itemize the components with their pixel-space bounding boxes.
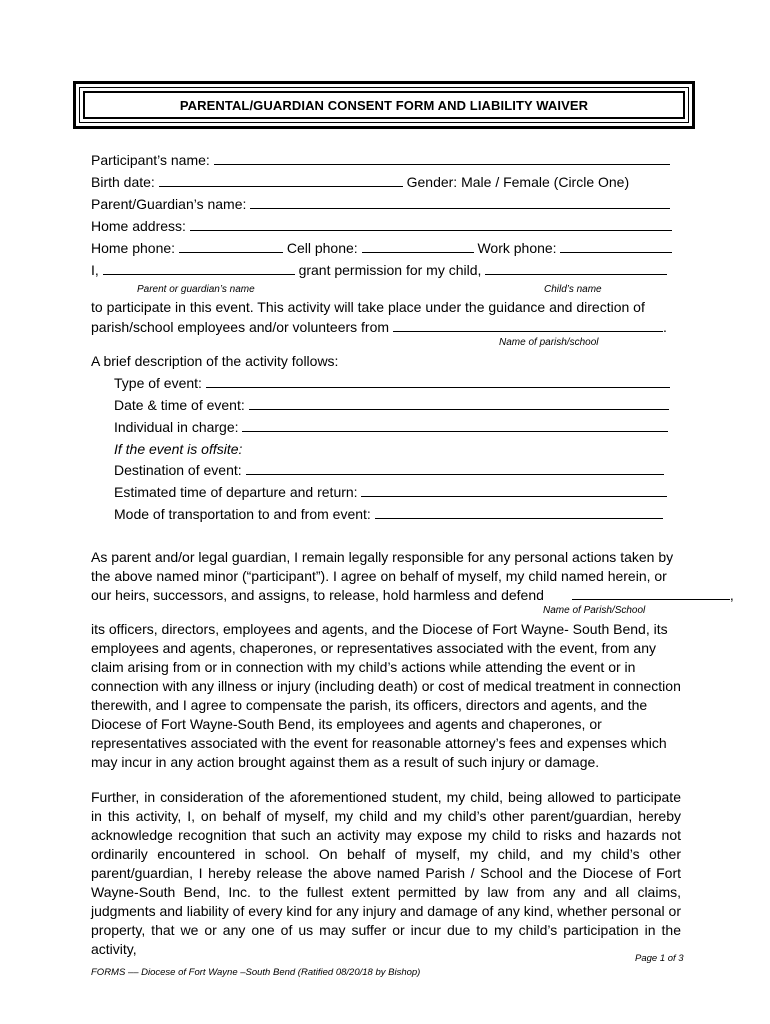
child-name-field[interactable] — [485, 261, 667, 275]
parent-name-field[interactable] — [250, 195, 670, 209]
destination-row — [114, 461, 664, 479]
defend-parish-field[interactable] — [572, 586, 730, 600]
release-text: Further, in consideration of the aforementioned student, my child, being allowed to participate in this activity, I, on behalf of myself, my child and my child’s other parent/guardian, hereby acknowledge recognition that such an activity may expose my child to risks and hazards not ordinarily encountered in school. On behalf of myself, my child, and my child’s other parent/guardian, I hereby release the above named Parish / School and the Diocese of Fort Wayne-South Bend, Inc. to the fullest extent permitted by law from any and all claims, judgments and liability of every kind for any injury and damage of any kind, whether personal or property, that we or any one of us may suffer or incur due to my child’s participation in the activity, — [91, 789, 681, 957]
waiver-line-3: our heirs, successors, and assigns, to release, hold harmless and defend — [91, 587, 544, 603]
footer-text: FORMS –– Diocese of Fort Wayne –South Bend (Ratified 08/20/18 by Bishop) — [91, 967, 421, 978]
event-type-field[interactable] — [206, 374, 670, 388]
gender-label[interactable]: Gender: Male / Female (Circle One) — [406, 174, 630, 190]
parent-name-label: Parent/Guardian’s name: — [91, 196, 247, 212]
waiver-comma: , — [729, 587, 734, 603]
departure-row — [114, 483, 667, 501]
participate-period: . — [662, 319, 667, 335]
transport-field[interactable] — [375, 505, 663, 519]
birth-date-label: Birth date: — [91, 174, 155, 190]
offsite-heading: If the event is offsite: — [114, 441, 243, 457]
transport-label: Mode of transportation to and from event: — [114, 506, 371, 522]
participant-name-row — [91, 151, 670, 169]
title-box — [73, 81, 695, 129]
work-phone-label: Work phone: — [477, 240, 557, 256]
participant-name-label: Participant’s name: — [91, 152, 210, 168]
participate-line-2: parish/school employees and/or volunteers from — [91, 319, 390, 335]
in-charge-label: Individual in charge: — [114, 419, 239, 435]
in-charge-field[interactable] — [242, 418, 668, 432]
waiver-line-2: the above named minor (“participant”). I agree on behalf of myself, my child named herein, or — [91, 568, 667, 584]
phone-row — [91, 239, 672, 257]
form-title: PARENTAL/GUARDIAN CONSENT FORM AND LIABILITY WAIVER — [83, 91, 685, 119]
destination-label: Destination of event: — [114, 462, 242, 478]
grant-permission-text: grant permission for my child, — [298, 262, 482, 278]
cell-phone-label: Cell phone: — [286, 240, 358, 256]
birth-date-field[interactable] — [159, 173, 403, 187]
home-address-field[interactable] — [190, 217, 672, 231]
waiver-line-1: As parent and/or legal guardian, I remain legally responsible for any personal actions taken by — [91, 549, 674, 565]
participate-line-1: to participate in this event. This activity will take place under the guidance and direction of — [91, 299, 645, 315]
page-number: Page 1 of 3 — [635, 953, 684, 964]
departure-label: Estimated time of departure and return: — [114, 484, 358, 500]
event-datetime-field[interactable] — [249, 396, 669, 410]
waiver-body-text: its officers, directors, employees and agents, and the Diocese of Fort Wayne- South Bend, its employees and agents, chaperones, or representatives associated with the event, from any claim arising from or in connection with my child’s actions while attending the event or in connection with any illness or injury (including death) or cost of medical treatment in connection therewith, and I agree to compensate the parish, its officers, directors and agents, and the Diocese of Fort Wayne-South Bend, its employees and agents and chaperones, or representatives associated with the event for reasonable attorney’s fees and expenses which may incur in any action brought against them as a result of such injury or damage. — [91, 621, 681, 770]
participant-name-field[interactable] — [214, 151, 670, 165]
home-address-label: Home address: — [91, 218, 186, 234]
parent-signature-field[interactable] — [103, 261, 295, 275]
home-phone-label: Home phone: — [91, 240, 176, 256]
event-datetime-row — [114, 396, 669, 414]
home-address-row — [91, 217, 672, 235]
work-phone-field[interactable] — [560, 239, 672, 253]
child-sublabel: Child’s name — [544, 284, 602, 295]
departure-field[interactable] — [361, 483, 667, 497]
event-type-label: Type of event: — [114, 375, 202, 391]
cell-phone-field[interactable] — [362, 239, 474, 253]
parish-sublabel: Name of parish/school — [499, 337, 599, 348]
permission-row — [91, 261, 667, 279]
waiver-line-3-row — [91, 586, 734, 604]
event-datetime-label: Date & time of event: — [114, 397, 245, 413]
destination-field[interactable] — [246, 461, 664, 475]
waiver-body — [91, 620, 681, 772]
release-paragraph — [91, 788, 681, 959]
participate-line-2-row — [91, 318, 667, 336]
i-prefix: I, — [91, 262, 99, 278]
parent-name-row — [91, 195, 670, 213]
birth-date-row — [91, 173, 629, 191]
parish-school-sublabel: Name of Parish/School — [543, 605, 646, 616]
in-charge-row — [114, 418, 668, 436]
activity-intro: A brief description of the activity follows: — [91, 353, 339, 369]
home-phone-field[interactable] — [179, 239, 283, 253]
transport-row — [114, 505, 663, 523]
event-type-row — [114, 374, 670, 392]
parent-sublabel: Parent or guardian’s name — [137, 284, 255, 295]
parish-school-field[interactable] — [393, 318, 663, 332]
